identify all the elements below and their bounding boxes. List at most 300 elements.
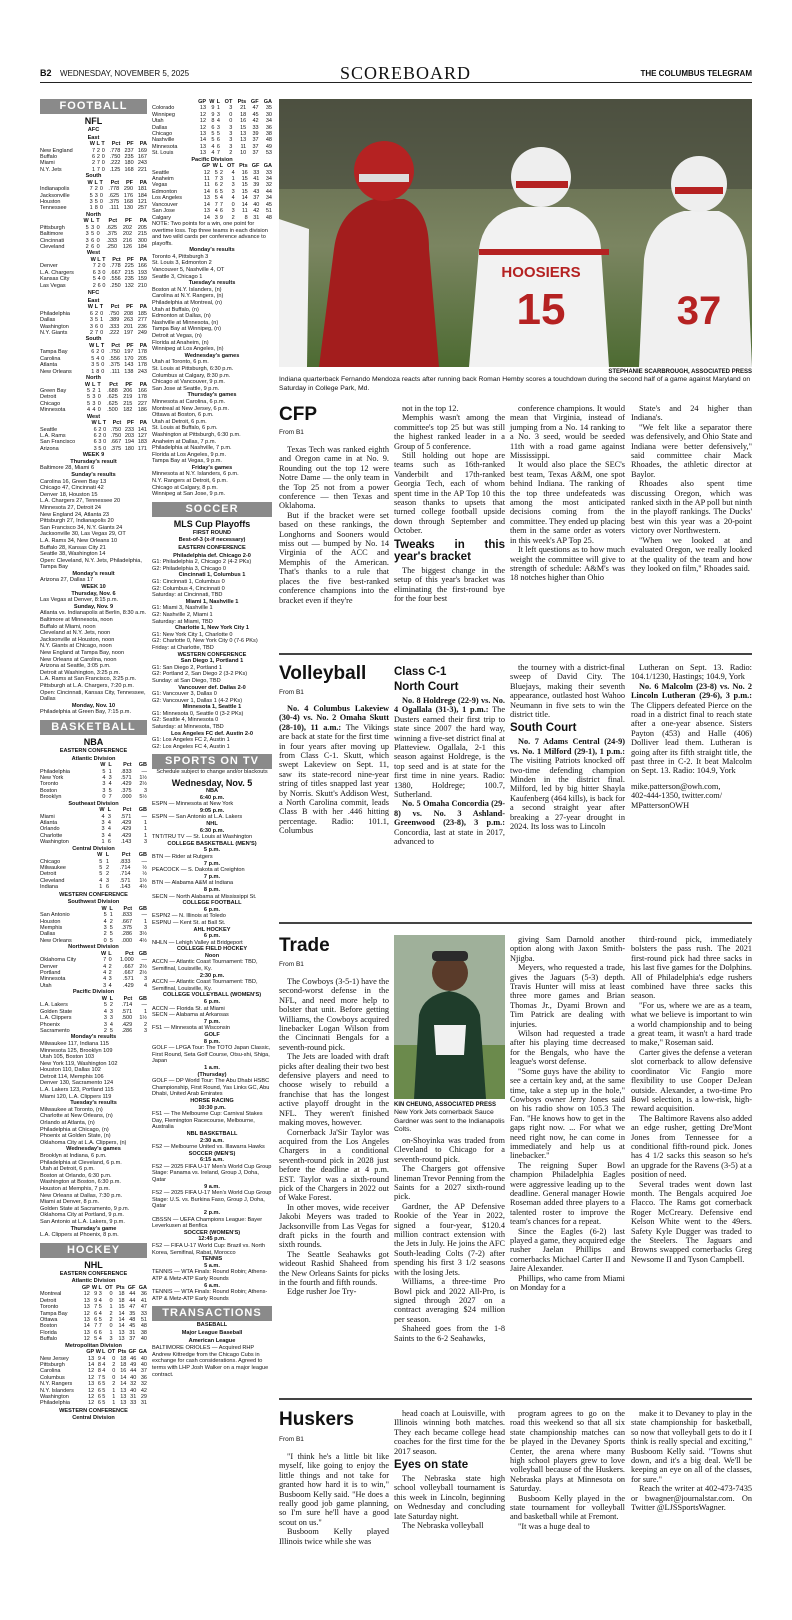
contact-line: 402-444-1350, twitter.com/ <box>631 791 723 801</box>
table-cell: 2½ <box>139 963 147 970</box>
table-cell: N.Y. Giants <box>40 329 68 336</box>
standings-header-cell: Pct <box>123 905 133 912</box>
result-line: Detroit at Vegas, (n) <box>152 333 202 339</box>
table-cell: 9 <box>97 1355 101 1362</box>
result-line: Pittsburgh at L.A. Chargers, 7:20 p.m. <box>40 682 134 689</box>
table-cell: 0 <box>101 160 105 167</box>
story-paragraph: The Nebraska state high school volleyball tournament is this week in Lincoln, beginning on Wednesday and concluding late Saturday night. <box>394 1474 505 1521</box>
table-cell: 2 <box>109 1316 113 1323</box>
table-cell: 40 <box>140 1355 147 1362</box>
table-cell: Los Angeles <box>152 195 182 202</box>
table-cell: .375 <box>120 787 132 794</box>
result-line: Oklahoma City at Portland, 9 p.m. <box>40 1212 124 1219</box>
result-line: Saturday: at Miami, TBD <box>152 618 213 625</box>
result-heading: Noon <box>204 952 220 959</box>
table-cell: 4 <box>102 1355 106 1362</box>
result-line: G2: Columbus 4, Cincinnati 0 <box>152 585 225 592</box>
result-line: St. Louis 3, Edmonton 2 <box>152 260 212 267</box>
table-cell: 4 <box>92 407 96 414</box>
table-cell: 43 <box>253 188 260 195</box>
huskers-col-3 <box>510 1409 625 1531</box>
story-paragraph: Still holding out hope are teams such as 16th-ranked Vanderbilt and 17th-ranked Georgia Tech, each of whom spent time in the AP Top 10 this season thanks to upsets that turned college football upside down through September and October. <box>394 451 505 536</box>
table-cell: 3 <box>108 774 112 781</box>
result-line: Vancouver 5, Nashville 4, OT <box>152 267 225 274</box>
standings-header-cell: L <box>216 99 220 105</box>
table-cell: 35 <box>265 105 272 112</box>
table-cell: Boston <box>40 787 58 794</box>
table-cell: 2 <box>106 871 110 878</box>
table-cell: 215 <box>124 269 134 276</box>
table-cell: 4 <box>103 918 107 925</box>
tx-sport: BASEBALL <box>196 1322 228 1329</box>
story-paragraph: make it to Devaney to play in the state championship for basketball, so now that volleyball gets to do it I think is really special and exciting," Busboom Kelly said. "Towns shut down, and it's a big deal. We'll be keeping an eye on all of the classes, for sure." <box>631 1409 752 1484</box>
story-paragraph: No. 5 Omaha Concordia (29-8) vs. No. 3 Ashland-Greenwood (23-8), 3 p.m.: Concordia, last at state in 2017, advanced to <box>394 799 505 847</box>
table-cell: 6 <box>106 884 110 891</box>
huskers-col-2 <box>394 1409 505 1530</box>
table-cell: 37 <box>252 143 259 150</box>
tv-sport-heading: NBA <box>205 788 219 795</box>
table-cell: 6 <box>93 439 97 446</box>
result-line: Philadelphia at Green Bay, 7:15 p.m. <box>40 709 132 716</box>
table-cell: 2 <box>97 263 101 270</box>
story-paragraph: Reach the writer at 402-473-7435 or bwagner@journalstar.com. On Twitter @LJSSportsWagner. <box>631 1484 752 1513</box>
table-cell: 1 <box>109 912 113 919</box>
transactions-bar: TRANSACTIONS <box>152 1306 272 1321</box>
table-cell: 277 <box>137 317 147 324</box>
table-cell: 1 <box>109 1329 113 1336</box>
standings-header-cell: W <box>84 381 91 388</box>
table-cell: Jacksonville <box>40 192 70 199</box>
table-cell: 215 <box>137 231 147 238</box>
page-date: WEDNESDAY, NOVEMBER 5, 2025 <box>60 69 190 78</box>
table-cell: Seattle <box>40 426 58 433</box>
table-cell: 2 <box>231 214 235 221</box>
table-cell: 193 <box>137 269 147 276</box>
table-cell: 4 <box>231 195 235 202</box>
table-cell: 16 <box>240 118 247 125</box>
tv-sport-heading: TENNIS <box>201 1256 223 1263</box>
result-line: G1: San Diego 2, Portland 1 <box>152 664 222 671</box>
result-heading: 6 a.m. <box>204 1282 220 1289</box>
standings-header-cell: L <box>109 905 113 912</box>
story-paragraph: The biggest change in the setup of this year's bracket was eliminating the first-round bye for the four best <box>394 565 505 603</box>
table-cell: 7 <box>108 794 112 801</box>
table-cell: .625 <box>107 400 118 407</box>
table-cell: 178 <box>137 362 147 369</box>
standings-header-cell: W <box>99 807 105 814</box>
table-cell: 37 <box>252 137 259 144</box>
table-cell: 2 <box>89 329 93 336</box>
table-cell: 0 <box>100 329 104 336</box>
standings-header-cell: GP <box>198 99 207 105</box>
table-cell: — <box>141 858 147 865</box>
story-paragraph: No. 6 Malcolm (23-8) vs. No. 2 Lincoln Lutheran (29-6), 3 p.m.: The Clippers defeated Pierce on the road in a district final to reach state after a one-year absence. Sisters Payton (453) and Halle (406) Dolliver lead them. Lutheran is going after its fifth straight title, the past three in C-2. It beat Malcolm on Sept. 13. Radio: 104.9, York <box>631 681 752 776</box>
table-cell: 33 <box>140 1310 147 1317</box>
standings-header-cell: L <box>98 420 102 427</box>
table-cell: N.Y. Jets <box>40 166 62 173</box>
standings-header-cell: Pts <box>239 163 248 170</box>
table-cell: 0 <box>100 323 104 330</box>
standings-header-cell: GB <box>138 807 147 814</box>
table-row <box>152 150 272 156</box>
table-cell: 13 <box>203 208 210 215</box>
table-cell: Minnesota <box>152 143 178 150</box>
south-court-heading: South Court <box>510 722 577 735</box>
table-cell: 6 <box>94 323 99 330</box>
standings-table <box>40 906 147 944</box>
table-cell: 202 <box>122 224 133 231</box>
table-cell: 5 <box>109 1027 113 1034</box>
story-paragraph: program agrees to go on the road this weekend so that all six state championship matches can be played in the Devaney Sports Center, the arena where many high school players grew to love volleyball because of the Huskers. Nebraska plays at Minnesota on Saturday. <box>510 1409 625 1494</box>
table-cell: 0 <box>99 199 103 206</box>
table-cell: 2 <box>219 182 223 189</box>
division-heading: West <box>86 413 101 420</box>
story-paragraph: No. 4 Columbus Lakeview (30-4) vs. No. 2 Omaha Skutt (28-10), 11 a.m.: The Vikings are back at state for the first time in four years after moving up from Class C-1. Skutt, which swept Lakeview on Sept. 11, saw its state-record nine-year string of titles snapped last year by Norris. Skutt's Addison West, a North Carolina commit, leads Class B with her .446 hitting percentage. Radio: 101.1, Columbus <box>279 704 390 836</box>
table-cell: 3 <box>93 445 97 452</box>
table-cell: 9 <box>94 1291 98 1298</box>
table-cell: 13 <box>240 137 247 144</box>
table-cell: 5 <box>86 400 91 407</box>
result-line: Washington at Boston, 6:30 p.m. <box>40 1179 121 1186</box>
table-cell: 4 <box>103 1008 107 1015</box>
table-cell: 47 <box>252 105 259 112</box>
table-cell: 5 <box>92 276 96 283</box>
table-cell: Chicago <box>40 858 61 865</box>
standings-header-cell: GF <box>250 99 259 105</box>
table-cell: 15 <box>118 1304 125 1311</box>
table-cell: 180 <box>124 160 134 167</box>
result-heading: 2:30 p.m. <box>199 972 225 979</box>
table-cell: 3 <box>92 394 96 401</box>
result-line: ACCN — Atlantic Coast Tournament: TBD, Semifinal, Louisville, Ky. <box>152 959 258 973</box>
table-cell: 13 <box>118 1336 125 1343</box>
standings-header-cell: L <box>101 1349 106 1356</box>
table-cell: 3 <box>101 819 105 826</box>
result-line: Golden State at Sacramento, 9 p.m. <box>40 1205 130 1212</box>
table-cell: 14 <box>241 201 248 208</box>
table-cell: Ottawa <box>40 1316 58 1323</box>
table-cell: Phoenix <box>40 1021 60 1028</box>
table-cell: 237 <box>124 147 134 154</box>
table-cell: 8 <box>94 205 98 212</box>
result-heading: 7 p.m. <box>203 873 221 880</box>
table-cell: .375 <box>108 199 120 206</box>
result-line: San Antonio at L.A. Lakers, 9 p.m. <box>40 1218 125 1225</box>
result-line: Arizona 27, Dallas 17 <box>40 577 94 584</box>
table-cell: 47 <box>140 1304 147 1311</box>
result-line: New England 24, Atlanta 23 <box>40 511 110 518</box>
table-cell: .667 <box>123 970 134 977</box>
table-cell: New Orleans <box>40 937 72 944</box>
table-cell: 5 <box>102 1400 106 1407</box>
table-cell: 6 <box>97 282 101 289</box>
division-heading: Metropolitan Division <box>65 1342 122 1349</box>
table-cell: 3 <box>216 124 220 131</box>
table-cell: 51 <box>265 208 272 215</box>
table-cell: 1 <box>112 1394 116 1400</box>
table-cell: Philadelphia <box>40 768 70 775</box>
standings-header-cell: Pct <box>125 950 134 957</box>
eyes-on-state-subhead: Eyes on state <box>394 1459 469 1472</box>
table-cell: N.Y. Rangers <box>40 1381 73 1388</box>
nfl-heading: NFL <box>84 116 103 126</box>
photo-caption-1: Indiana quarterback Fernando Mendoza reacts after running back Roman Hemby scores a touchdown during the second half of a game against Maryland on Saturday in College Park, Md. <box>279 376 751 392</box>
table-cell: 6 <box>91 349 95 356</box>
table-cell: 206 <box>123 387 133 394</box>
table-cell: Detroit <box>40 394 57 401</box>
volleyball-contact <box>631 782 752 810</box>
table-cell: 132 <box>124 282 134 289</box>
standings-header-cell: W <box>87 304 93 311</box>
table-cell: 13 <box>203 195 210 202</box>
table-row <box>40 394 147 400</box>
table-cell: 233 <box>124 426 135 433</box>
table-cell: 9 <box>211 105 215 112</box>
table-cell: 2 <box>106 865 110 871</box>
table-cell: 4 <box>108 781 112 788</box>
table-cell: Kansas City <box>40 276 70 283</box>
table-cell: 243 <box>137 368 147 375</box>
table-cell: 13 <box>199 143 207 150</box>
result-line: ESPN2 — N. Illinois at Toledo <box>152 913 226 920</box>
table-cell: 236 <box>137 323 147 330</box>
table-cell: .333 <box>108 323 120 330</box>
table-cell: 3 <box>229 105 233 112</box>
result-line: L.A. Rams at San Francisco, 3:25 p.m. <box>40 676 137 683</box>
table-cell: 2 <box>219 169 223 176</box>
table-cell: 4 <box>97 276 101 283</box>
table-cell: 4 <box>86 407 91 414</box>
table-cell: 32 <box>140 1381 147 1388</box>
table-cell: Buffalo <box>40 154 58 160</box>
table-cell: .667 <box>121 918 133 925</box>
table-row <box>40 1323 147 1329</box>
table-cell: 5 <box>94 199 98 206</box>
result-line: ESPN — San Antonio at L.A. Lakers <box>152 814 243 821</box>
result-line: G1: Minnesota 0, Seattle 0 (3-2 PKs) <box>152 710 244 717</box>
table-cell: 13 <box>120 1394 127 1400</box>
standings-header-cell: PF <box>125 381 133 388</box>
table-cell: 0 <box>103 432 107 439</box>
division-heading: Pacific Division <box>72 989 115 996</box>
result-line: L.A. Chargers 27, Tennessee 20 <box>40 498 121 505</box>
standings-header-cell: PA <box>139 381 147 388</box>
table-cell: 13 <box>199 105 207 112</box>
story-paragraph: the tourney with a district-final sweep of David City. The Bluejays, making their seventh appearance, outlasted host Wahoo Neumann in five sets to win the district title. <box>510 663 625 720</box>
table-cell: 0 <box>101 349 105 356</box>
table-cell: Philadelphia <box>40 1400 70 1407</box>
standings-header-cell: L <box>92 381 96 388</box>
table-cell: 2 <box>103 1027 107 1034</box>
table-cell: 5 <box>91 355 95 362</box>
table-cell: 40 <box>130 1374 137 1381</box>
volleyball-col-1 <box>279 704 389 836</box>
result-line: FS2 — 2025 FIFA U-17 Men's World Cup Group Stage: U.S. vs. Burkina Faso, Group J, Doha, Qatar <box>152 1190 272 1210</box>
table-cell: Toronto <box>40 1304 59 1311</box>
contact-line: mike.patterson@owh.com, <box>631 781 721 791</box>
table-cell: 37 <box>252 150 259 157</box>
table-cell: 0 <box>101 368 105 375</box>
story-paragraph: head coach at Louisville, with Illinois winning both matches. They each became college head coaches for the first time for the 2017 season. <box>394 1409 505 1456</box>
table-cell: 4 <box>107 819 111 826</box>
standings-header-cell: PF <box>124 218 133 225</box>
table-cell: 235 <box>124 154 134 160</box>
table-cell: 33 <box>130 1400 137 1407</box>
divider-2 <box>279 922 752 924</box>
section-title: SCOREBOARD <box>340 63 472 83</box>
table-row <box>40 1381 147 1387</box>
table-cell: 49 <box>130 1361 137 1368</box>
table-cell: 2 <box>96 349 100 356</box>
table-cell: 0 <box>109 1297 113 1304</box>
table-cell: 11 <box>204 176 210 183</box>
story-paragraph: third-round pick, immediately bolsters the pass rush. The 2021 first-round pick had three sacks in his last five games for the Dolphins. All of Philadelphia's edge rushers combined have three sacks this season. <box>631 935 752 1001</box>
standings-header-cell: T <box>102 257 106 264</box>
table-cell: 45 <box>265 201 272 208</box>
story-paragraph: The reigning Super Bowl champion Philadelphia Eagles were aggressive leading up to the deadline. General manager Howie Roseman added three players to a talented roster to improve the team's chances for a repeat. <box>510 1160 625 1227</box>
paper-name: THE COLUMBUS TELEGRAM <box>640 69 752 78</box>
table-cell: 31 <box>130 1394 137 1400</box>
result-line: Denver 18, Houston 15 <box>40 491 98 498</box>
standings-header-cell: OT <box>104 1284 113 1291</box>
table-cell: Winnipeg <box>152 111 175 118</box>
result-line: Carolina 16, Green Bay 13 <box>40 478 107 485</box>
result-line: FS1 — The Melbourne Cup: Carnival Stakes Day, Flemington Racecourse, Melbourne, Australia <box>152 1111 263 1131</box>
table-cell: 0 <box>97 407 101 414</box>
standings-header-cell: W <box>209 99 215 105</box>
table-cell: 40 <box>140 1336 147 1343</box>
result-line: G2: Charlotte 0, New York City 0 (7-6 PKs) <box>152 638 258 645</box>
table-cell: .222 <box>109 160 121 167</box>
table-cell: 225 <box>124 263 134 270</box>
standings-header-cell: L <box>98 1284 102 1291</box>
standings-header-cell: W <box>90 257 96 264</box>
table-cell: 0 <box>103 937 107 944</box>
result-line: Saturday: at Cincinnati, TBD <box>152 592 223 599</box>
story-paragraph: Carter gives the defense a veteran slot cornerback to allow defensive coordinator Vic Fangio more flexibility to use Cooper DeJean outside. Alexander, a two-time Pro Bowl selection, is a low-risk, high-reward acquisition. <box>631 1047 752 1114</box>
tv-sport-heading: NBL BASKETBALL <box>186 1130 238 1137</box>
table-cell: Detroit <box>40 1297 57 1304</box>
table-cell: 5 <box>91 231 95 238</box>
table-cell: Dallas <box>40 317 56 324</box>
table-cell: 5 <box>85 224 89 231</box>
table-cell: Carolina <box>40 355 61 362</box>
mls-round: FIRST ROUND <box>192 529 232 536</box>
result-line: Utah at Detroit, 6 p.m. <box>152 418 207 425</box>
result-line: Columbus at Calgary, 8:30 p.m. <box>152 372 231 379</box>
table-cell: Toronto <box>40 781 59 788</box>
table-cell: 5 <box>102 1374 106 1381</box>
table-cell: Denver <box>40 263 58 270</box>
table-cell: 6 <box>91 154 95 160</box>
table-cell: 3 <box>216 111 220 118</box>
result-line: Philadelphia at Chicago, (n) <box>40 1126 109 1133</box>
table-cell: 1 <box>112 1400 116 1407</box>
standings-header-cell: Pct <box>121 852 131 859</box>
table-cell: .222 <box>108 329 120 336</box>
result-line: Montreal at New Jersey, 6 p.m. <box>152 405 229 412</box>
matchup-lead: No. 8 Holdrege (22-9) vs. No. 4 Ogallala (31-3), 1 p.m.: <box>394 696 505 715</box>
table-cell: 290 <box>123 186 134 193</box>
result-line: Pittsburgh 27, Indianapolis 20 <box>40 518 114 525</box>
table-cell: 5 <box>211 131 215 138</box>
table-cell: 0 <box>99 205 103 212</box>
mls-format: Best-of-3 (x-if necessary) <box>178 537 246 544</box>
table-cell: 203 <box>124 432 135 439</box>
table-cell: 5 <box>99 865 103 871</box>
table-cell: 0 <box>102 269 106 276</box>
table-cell: 0 <box>101 166 105 173</box>
result-heading: Cincinnati 1, Columbus 1 <box>178 572 246 579</box>
table-cell: ½ <box>142 865 147 871</box>
standings-header-cell: GB <box>138 995 147 1002</box>
table-row <box>40 276 147 282</box>
table-cell: 40 <box>140 1361 147 1368</box>
division-heading: South <box>85 336 102 343</box>
result-line: Buffalo at Miami, noon <box>40 623 96 630</box>
table-cell: 5 <box>94 317 99 324</box>
table-cell: .000 <box>120 794 132 801</box>
standings-table <box>40 852 147 890</box>
standings-header-cell: PA <box>139 141 147 148</box>
table-cell: 2 <box>108 970 112 977</box>
table-cell: Indianapolis <box>40 186 70 193</box>
table-cell: 0 <box>96 224 100 231</box>
table-cell: 4 <box>231 169 235 176</box>
table-cell: 11 <box>204 182 210 189</box>
table-row <box>40 439 147 445</box>
table-cell: 4 <box>107 826 111 833</box>
table-cell: 3 <box>231 208 235 215</box>
tv-sport-heading: SOCCER (WOMEN'S) <box>183 1229 241 1236</box>
result-heading: Tuesday's results <box>70 1100 117 1107</box>
result-line: Chicago 47, Cincinnati 42 <box>40 485 104 492</box>
standings-header-cell: L <box>107 807 111 814</box>
gardner-photo-art <box>394 935 505 1099</box>
table-cell: 219 <box>123 394 133 401</box>
table-cell: .429 <box>120 826 132 833</box>
afc-standings <box>40 135 147 290</box>
table-cell: 13 <box>88 1355 95 1362</box>
table-cell: .333 <box>106 237 118 244</box>
table-cell: 205 <box>137 355 147 362</box>
table-cell: 11 <box>240 143 247 150</box>
standings-header-cell: W <box>101 950 107 957</box>
tv-note: Schedule subject to change and/or blackouts <box>156 769 268 776</box>
table-cell: .833 <box>121 912 133 919</box>
photo-credit-2: KIN CHEUNG, ASSOCIATED PRESS <box>394 1102 497 1108</box>
standings-header-cell: GP <box>201 163 210 170</box>
table-cell: 2 <box>112 1381 116 1388</box>
standings-header-cell: Pct <box>123 762 132 769</box>
table-row <box>40 1311 147 1317</box>
story-paragraph: "Some guys have the ability to see a certain key and, at the same time, take a step up in the hole," Cowboys owner Jerry Jones said on his radio show on 105.3 The Fan. "He knows how to get in the gaps right now. ... For what we need right now, he can come in immediately and help us at linebacker." <box>510 1066 625 1161</box>
table-cell: 3 <box>143 787 147 794</box>
table-cell: 6 <box>211 124 215 131</box>
nfc-standings <box>40 298 147 453</box>
table-cell: 2½ <box>139 970 147 977</box>
table-cell: 1 <box>216 105 220 112</box>
table-cell: 7 <box>98 1323 102 1330</box>
table-cell: Miami <box>40 160 55 167</box>
standings-table <box>40 951 147 989</box>
table-cell: 183 <box>137 439 147 446</box>
tx-text: BALTIMORE ORIOLES — Acquired RHP Andrew Kittredge from the Chicago Cubs in exchange for cash considerations. Agreed to terms with LHP Josh Walker on a major league contract. <box>152 1345 269 1378</box>
standings-table <box>152 163 272 221</box>
story-paragraph: Lutheran on Sept. 13. Radio: 104.1/1230, Hastings; 104.9, York <box>631 663 752 682</box>
standings-table <box>40 762 147 800</box>
table-cell: 3 <box>108 976 112 983</box>
